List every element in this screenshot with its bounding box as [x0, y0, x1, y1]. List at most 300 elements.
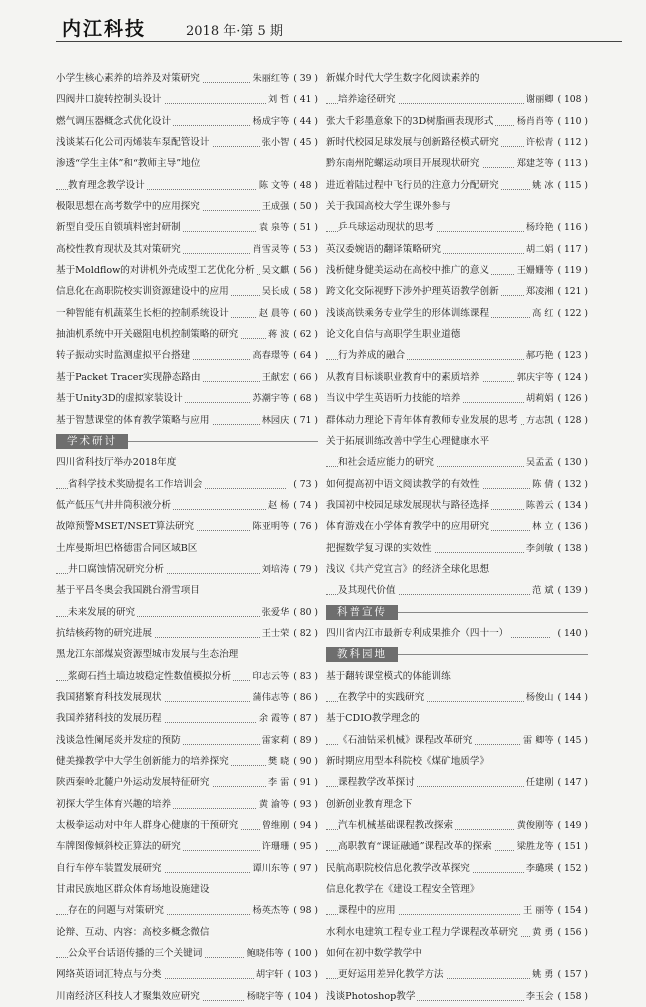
entry-page: ( 41 ) [293, 94, 318, 106]
toc-entry [326, 452, 588, 473]
entry-meta [524, 345, 588, 366]
entry-title: 健美操教学中大学生创新能力的培养探究 [56, 751, 231, 772]
entry-title: 和社会适应能力的研究 [338, 452, 436, 473]
entry-author: 刘培涛 [261, 563, 290, 575]
toc-entry [56, 132, 318, 153]
entry-page: ( 128 ) [557, 414, 588, 426]
toc-title-line [56, 538, 318, 559]
toc-title-line [326, 708, 588, 729]
entry-page: ( 110 ) [557, 115, 588, 127]
entry-title: 网络英语词汇特点与分类 [56, 964, 164, 985]
toc-title-line [326, 794, 588, 815]
toc-entry [56, 260, 318, 281]
section-rule [398, 654, 588, 655]
entry-author: 李玉会 [525, 990, 554, 1002]
toc-entry [56, 89, 318, 110]
toc-entry [56, 111, 318, 132]
toc-entry [326, 516, 588, 537]
entry-author: 杨成宇等 [252, 115, 290, 127]
toc-entry [56, 559, 318, 580]
entry-page: ( 138 ) [557, 542, 588, 554]
entry-meta [524, 687, 588, 708]
journal-brand: 内江科技 [62, 18, 147, 40]
entry-meta [251, 239, 318, 260]
toc-title-line [326, 879, 588, 900]
entry-page: ( 95 ) [293, 841, 318, 853]
entry-page: ( 144 ) [557, 691, 588, 703]
entry-author: 李璐瑛 [525, 862, 554, 874]
entry-page: ( 66 ) [293, 371, 318, 383]
entry-page: ( 45 ) [293, 137, 318, 149]
entry-meta [260, 132, 318, 153]
entry-page: ( 140 ) [557, 627, 588, 639]
entry-author: 樊 晓 [268, 756, 290, 767]
toc-entry [326, 388, 588, 409]
toc-entry [56, 196, 318, 217]
toc-entry [56, 900, 318, 921]
entry-page: ( 94 ) [293, 820, 318, 832]
toc-entry [326, 858, 588, 879]
entry-author: 蒋 波 [268, 329, 290, 341]
entry-title: 低产低压气井井筒积液分析 [56, 495, 173, 516]
entry-author: 王姗姗等 [516, 265, 554, 277]
toc-entry [326, 217, 588, 238]
entry-meta [524, 217, 588, 238]
entry-title: 抗结核药物的研究进展 [56, 623, 154, 644]
entry-author: 吴孟孟 [525, 457, 554, 469]
entry-page: ( 73 ) [293, 478, 318, 490]
toc-title-line [56, 922, 318, 943]
entry-author: 陈善云 [525, 499, 554, 511]
entry-meta [524, 538, 588, 559]
toc-entry [56, 474, 318, 495]
entry-author: 张爱华 [261, 606, 290, 618]
entry-page: ( 87 ) [293, 713, 318, 725]
entry-meta [524, 388, 588, 409]
toc-entry [56, 986, 318, 1007]
toc-title-line [56, 452, 318, 473]
entry-meta [260, 281, 318, 302]
entry-page: ( 80 ) [293, 606, 318, 618]
entry-title: 我国猪繁育科技发展现状 [56, 687, 164, 708]
toc-entry [56, 815, 318, 836]
toc-entry [56, 730, 318, 751]
toc-title-line [326, 196, 588, 217]
entry-title: 省科学技术奖励提名工作培训会 [68, 474, 204, 495]
entry-page: ( 98 ) [293, 905, 318, 917]
toc-entry [326, 986, 588, 1007]
entry-meta [530, 516, 588, 537]
toc-entry [56, 217, 318, 238]
toc-entry [56, 345, 318, 366]
entry-author: 黄 渝等 [258, 798, 290, 810]
entry-page: ( 97 ) [293, 862, 318, 874]
entry-author: 赵 杨 [268, 499, 290, 511]
entry-author: 赵 晨等 [258, 307, 290, 319]
toc-entry [326, 239, 588, 260]
entry-title: 基于平昌冬奥会我国跳台滑雪项目 [56, 580, 202, 601]
toc-entry [326, 175, 588, 196]
entry-meta [515, 836, 588, 857]
entry-meta [524, 986, 588, 1007]
section-badge: 学术研讨 [56, 434, 128, 449]
section-rule [128, 441, 318, 442]
section-header [56, 431, 318, 452]
entry-title: 汽车机械基础课程教改探索 [338, 815, 455, 836]
toc-title-line [56, 153, 318, 174]
entry-author: 杨肖肖等 [516, 115, 554, 127]
entry-title: 及其现代价值 [338, 580, 398, 601]
toc-entry [56, 623, 318, 644]
entry-meta [530, 922, 588, 943]
entry-author: 姚 勇 [532, 969, 554, 981]
toc-entry [326, 772, 588, 793]
entry-title: 教育理念教学设计 [68, 175, 147, 196]
entry-author: 吴文麒 [261, 265, 290, 277]
entry-author: 王士荣 [261, 627, 290, 639]
entry-title: 更好运用差异化教学方法 [338, 964, 446, 985]
toc-entry [326, 111, 588, 132]
toc-entry [326, 922, 588, 943]
section-header [326, 644, 588, 665]
entry-title: 创新创业教育理念下 [326, 794, 414, 815]
entry-author: 郑建芝等 [516, 158, 554, 170]
entry-meta [257, 175, 318, 196]
toc-entry [326, 964, 588, 985]
entry-meta [266, 324, 318, 345]
toc-entry [56, 666, 318, 687]
toc-entry [56, 388, 318, 409]
entry-author: 印志云等 [252, 670, 290, 682]
entry-author: 陈 文等 [258, 179, 290, 191]
entry-title: 群体动力理论下青年体育教师专业发展的思考 [326, 410, 520, 431]
entry-title: 信息化教学在《建设工程安全管理》 [326, 879, 482, 900]
entry-title: 公众平台话语传播的三个关键词 [68, 943, 204, 964]
entry-author: 黄 勇 [532, 926, 554, 938]
page-header [62, 12, 622, 42]
entry-author: 郝巧艳 [525, 350, 554, 362]
toc-entry [56, 858, 318, 879]
entry-title: 新型自受压自锁填料密封研制 [56, 217, 183, 238]
toc-entry [326, 260, 588, 281]
entry-title: 新时代校园足球发展与创新路径模式研究 [326, 132, 501, 153]
entry-title: 故障预警MSET/NSET算法研究 [56, 516, 196, 537]
toc-entry [56, 794, 318, 815]
entry-author: 苏潮宇等 [252, 393, 290, 405]
entry-meta [524, 281, 588, 302]
section-badge: 科普宣传 [326, 605, 398, 620]
toc-title-line [56, 644, 318, 665]
entry-page: ( 44 ) [293, 115, 318, 127]
entry-title: 论辩、互动、内容：高校多概念微信 [56, 922, 212, 943]
entry-title: 黑龙江东部煤炭资源型城市发展与生态治理 [56, 644, 240, 665]
entry-meta [530, 964, 588, 985]
entry-author: 陈亚明等 [252, 521, 290, 533]
entry-page: ( 71 ) [293, 414, 318, 426]
entry-meta [524, 452, 588, 473]
toc-title-line [326, 943, 588, 964]
entry-title: 四川省科技厅举办2018年度 [56, 452, 178, 473]
entry-author: 袁 泉等 [258, 222, 290, 234]
toc-entry [326, 474, 588, 495]
entry-title: 浅析健身健美运动在高校中推广的意义 [326, 260, 491, 281]
entry-page: ( 145 ) [557, 734, 588, 746]
entry-author: 王 丽等 [522, 905, 554, 917]
entry-author: 雷家莉 [261, 734, 290, 746]
entry-title: 基于CDIO教学理念的 [326, 708, 422, 729]
entry-page: ( 158 ) [557, 990, 588, 1002]
entry-title: 新时期应用型本科院校《煤矿地质学》 [326, 751, 491, 772]
entry-page: ( 136 ) [557, 521, 588, 533]
entry-meta [266, 495, 318, 516]
entry-page: ( 90 ) [293, 756, 318, 767]
entry-meta [515, 111, 588, 132]
entry-page: ( 104 ) [287, 990, 318, 1002]
entry-meta [251, 900, 318, 921]
toc-entry [56, 68, 318, 89]
entry-page: ( 115 ) [557, 179, 588, 191]
entry-title: 转子振动实时监测虚拟平台搭建 [56, 345, 192, 366]
entry-meta [251, 111, 318, 132]
entry-page: ( 79 ) [293, 563, 318, 575]
entry-meta [524, 132, 588, 153]
toc-column-left [56, 68, 318, 1007]
entry-author: 杨晓宇等 [246, 990, 284, 1002]
entry-page: ( 130 ) [557, 457, 588, 469]
entry-title: 在教学中的实践研究 [338, 687, 426, 708]
entry-author: 林 立 [532, 521, 554, 533]
entry-meta [260, 196, 318, 217]
entry-meta [524, 89, 588, 110]
entry-page: ( 134 ) [557, 499, 588, 511]
entry-title: 跨文化交际视野下涉外护理英语教学创新 [326, 281, 501, 302]
entry-title: 燃气调压器概念式优化设计 [56, 111, 173, 132]
entry-author: 王成强 [261, 201, 290, 213]
entry-page: ( 86 ) [293, 691, 318, 703]
toc-title-line [326, 324, 588, 345]
toc-entry [56, 239, 318, 260]
entry-author: 蒲伟志等 [252, 691, 290, 703]
entry-author: 胡二娟 [525, 243, 554, 255]
entry-author: 吴长成 [261, 286, 290, 298]
entry-meta [524, 858, 588, 879]
entry-title: 基于Unity3D的虚拟家装设计 [56, 388, 185, 409]
toc-entry [326, 303, 588, 324]
entry-title: 四阀井口旋转控制头设计 [56, 89, 164, 110]
entry-page: ( 152 ) [557, 862, 588, 874]
entry-author: 胡宇轩 [255, 969, 284, 981]
entry-page: ( 39 ) [293, 73, 318, 84]
entry-title: 黔东南州陀螺运动项目开展现状研究 [326, 153, 482, 174]
entry-title: 关于拓展训练改善中学生心理健康水平 [326, 431, 491, 452]
entry-title: 四川省内江市最新专利成果推介（四十一） [326, 623, 510, 644]
entry-page: ( 74 ) [293, 499, 318, 511]
toc-entry [56, 516, 318, 537]
entry-meta [515, 815, 588, 836]
toc-entry [326, 153, 588, 174]
entry-meta [257, 794, 318, 815]
entry-page: ( 68 ) [293, 393, 318, 405]
entry-page: ( 108 ) [557, 94, 588, 106]
entry-title: 极限思想在高考数学中的应用探究 [56, 196, 202, 217]
entry-author: 杨英杰等 [252, 905, 290, 917]
section-rule [398, 612, 588, 613]
entry-page: ( 156 ) [557, 926, 588, 938]
entry-title: 井口腐蚀情况研究分析 [68, 559, 166, 580]
entry-author: 陈 倩 [532, 478, 554, 490]
entry-title: 课程教学改革探讨 [338, 772, 417, 793]
entry-meta [266, 751, 318, 772]
toc-entry [326, 900, 588, 921]
entry-meta [260, 730, 318, 751]
toc-entry [56, 175, 318, 196]
entry-title: 培养途径研究 [338, 89, 398, 110]
entry-title: 一种智能有机蔬菜生长柜的控制系统设计 [56, 303, 231, 324]
entry-meta [257, 303, 318, 324]
entry-author: 李 雷 [268, 777, 290, 789]
entry-title: 浅议《共产党宣言》的经济全球化思想 [326, 559, 491, 580]
entry-meta [524, 239, 588, 260]
toc-entry [56, 836, 318, 857]
entry-page: ( 147 ) [557, 777, 588, 789]
entry-title: 小学生核心素养的培养及对策研究 [56, 68, 202, 89]
entry-page: ( 48 ) [293, 179, 318, 191]
entry-author: 梁胜龙等 [516, 841, 554, 853]
entry-page: ( 76 ) [293, 521, 318, 533]
entry-title: 当议中学生英语听力技能的培养 [326, 388, 462, 409]
entry-author: 王献宏 [261, 371, 290, 383]
toc-entry [326, 836, 588, 857]
entry-title: 浆砌石挡土墙边坡稳定性数值模拟分析 [68, 666, 233, 687]
entry-author: 高春璟等 [252, 350, 290, 362]
toc-entry [326, 730, 588, 751]
toc-entry [56, 751, 318, 772]
entry-title: 浅谈某石化公司丙烯装车泵配管设计 [56, 132, 212, 153]
toc-entry [56, 410, 318, 431]
toc-entry [56, 964, 318, 985]
entry-title: 把握数学复习课的实效性 [326, 538, 434, 559]
entry-page: ( 121 ) [557, 286, 588, 298]
entry-author: 范 斌 [532, 585, 554, 597]
entry-author: 谭川东等 [252, 862, 290, 874]
entry-title: 太极拳运动对中年人群身心健康的干预研究 [56, 815, 240, 836]
entry-meta [245, 943, 318, 964]
entry-author: 高 红 [532, 307, 554, 319]
toc-entry [326, 580, 588, 601]
toc-entry [56, 943, 318, 964]
entry-meta [524, 495, 588, 516]
entry-page: ( 117 ) [557, 243, 588, 255]
entry-page: ( 112 ) [557, 137, 588, 149]
entry-title: 陕西秦岭北麓户外运动发展特征研究 [56, 772, 212, 793]
toc-entry [56, 303, 318, 324]
entry-title: 高校性教育现状及其对策研究 [56, 239, 183, 260]
toc-title-line [326, 431, 588, 452]
entry-meta [515, 260, 588, 281]
entry-title: 关于我国高校大学生课外参与 [326, 196, 453, 217]
entry-meta [251, 858, 318, 879]
entry-meta [530, 175, 588, 196]
toc-title-line [326, 751, 588, 772]
toc-entry [56, 687, 318, 708]
entry-page: ( 124 ) [557, 371, 588, 383]
entry-title: 张大千彩墨意象下的3D树脂画表现形式 [326, 111, 495, 132]
toc-entry [326, 345, 588, 366]
entry-meta [251, 345, 318, 366]
entry-meta [251, 388, 318, 409]
entry-title: 川南经济区科技人才聚集效应研究 [56, 986, 202, 1007]
entry-meta [251, 516, 318, 537]
entry-meta [260, 367, 318, 388]
entry-meta [260, 836, 318, 857]
entry-title: 乒乓球运动现状的思考 [338, 217, 436, 238]
toc-entry [56, 324, 318, 345]
entry-title: 基于翻转课堂模式的体能训练 [326, 666, 453, 687]
entry-author: 朱丽红等 [252, 73, 290, 84]
entry-page: ( 132 ) [557, 478, 588, 490]
entry-page: ( 58 ) [293, 286, 318, 298]
entry-meta [260, 623, 318, 644]
entry-author: 方志凯 [525, 414, 554, 426]
entry-meta [251, 687, 318, 708]
entry-author: 刘 哲 [268, 94, 290, 106]
header-rule [56, 41, 622, 42]
entry-title: 我国养猪科技的发展历程 [56, 708, 164, 729]
entry-page: ( 103 ) [287, 969, 318, 981]
toc-entry [326, 410, 588, 431]
entry-page: ( 126 ) [557, 393, 588, 405]
toc-title-line [326, 666, 588, 687]
toc-entry [56, 602, 318, 623]
toc-column-right [326, 68, 588, 1007]
entry-title: 进近着陆过程中飞行员的注意力分配研究 [326, 175, 501, 196]
entry-meta [266, 772, 318, 793]
section-header [326, 602, 588, 623]
entry-title: 浅谈急性阑尾炎并发症的预防 [56, 730, 183, 751]
entry-title: 如何提高初中语文阅读教学的有效性 [326, 474, 482, 495]
entry-title: 信息化在高职院校实训资源建设中的应用 [56, 281, 231, 302]
toc-title-line [56, 580, 318, 601]
entry-meta [257, 708, 318, 729]
entry-page: ( 122 ) [557, 307, 588, 319]
entry-page: ( 123 ) [557, 350, 588, 362]
entry-title: 民航高职院校信息化教学改革探究 [326, 858, 472, 879]
entry-author: 张小智 [261, 137, 290, 149]
toc-entry [56, 708, 318, 729]
entry-title: 《石油钻采机械》课程改革研究 [338, 730, 474, 751]
issue-label: 2018 年·第 5 期 [186, 24, 283, 39]
entry-meta [530, 303, 588, 324]
entry-meta [515, 367, 588, 388]
entry-title: 车牌图像倾斜校正算法的研究 [56, 836, 183, 857]
entry-meta [260, 559, 318, 580]
entry-page: ( 62 ) [293, 329, 318, 341]
entry-page: ( 82 ) [293, 627, 318, 639]
entry-title: 高职教育“课证融通”课程改革的探索 [338, 836, 494, 857]
entry-author: 林园庆 [261, 414, 290, 426]
entry-title: 土库曼斯坦巴格德雷合同区域B区 [56, 538, 199, 559]
entry-page: ( 83 ) [293, 670, 318, 682]
entry-author: 许松青 [525, 137, 554, 149]
toc-title-line [326, 68, 588, 89]
entry-title: 未来发展的研究 [68, 602, 137, 623]
entry-title: 水利水电建筑工程专业工程力学课程改革研究 [326, 922, 520, 943]
toc-entry [326, 687, 588, 708]
entry-title: 自行车停车装置发展研究 [56, 858, 164, 879]
entry-page: ( 154 ) [557, 905, 588, 917]
entry-page: ( 119 ) [557, 265, 588, 277]
entry-page: ( 91 ) [293, 777, 318, 789]
